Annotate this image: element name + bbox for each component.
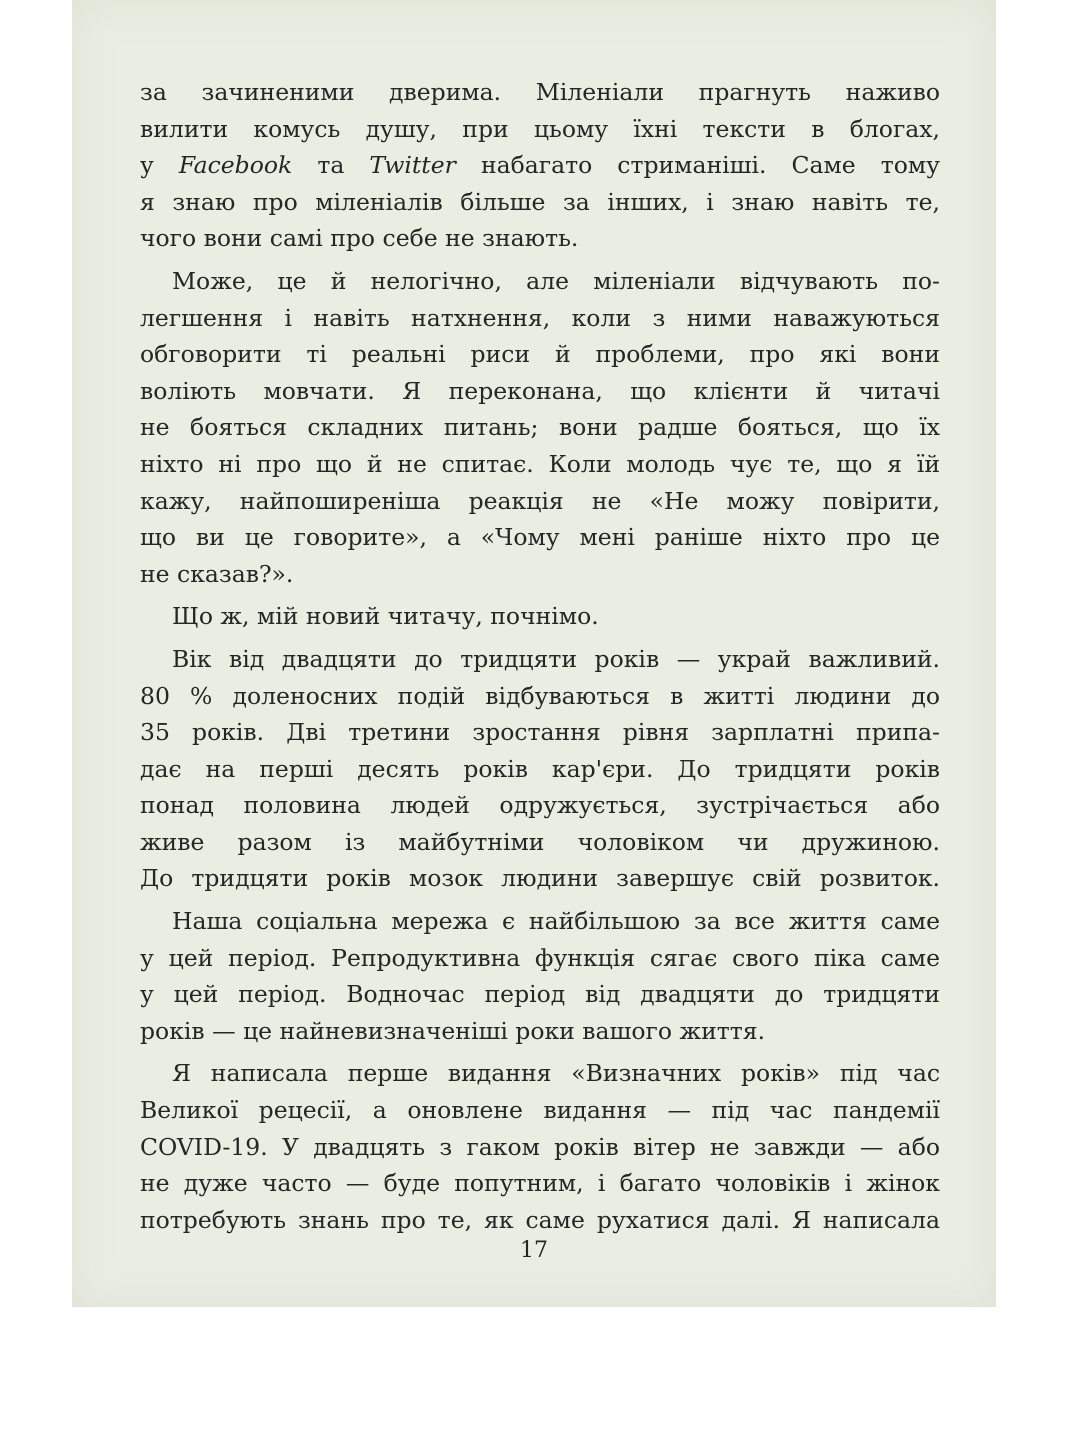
text-line: легшення і навіть натхнення, коли з ними наважуються [140,303,940,332]
body-text [140,74,940,1238]
text-line: Може, це й нелогічно, але міленіали відчувають по- [172,266,940,295]
text-line: у цей період. Водночас період від двадцяти до тридцяти [140,980,940,1009]
text-line: чого вони самі про себе не знають. [140,224,579,253]
text-line: Наша соціальна мережа є найбільшою за все життя саме [172,907,940,936]
text-line: дає на перші десять років кар'єри. До тридцяти років [140,754,940,783]
text-line: у цей період. Репродуктивна функція сягає свого піка саме [140,943,940,972]
text-line: живе разом із майбутніми чоловіком чи дружиною. [140,827,940,856]
text-line: що ви це говорите», а «Чому мені раніше ніхто про це [140,523,940,552]
text-line: Я написала перше видання «Визначних років» під час [172,1059,940,1088]
text-line: не бояться складних питань; вони радше бояться, що їх [140,413,940,442]
text-line: COVID-19. У двадцять з гаком років вітер не завжди — або [140,1132,940,1161]
text-line: 80 % доленосних подій відбуваються в житті людини до [140,681,940,710]
text-line: вилити комусь душу, при цьому їхні тексти в блогах, [140,114,940,143]
text-line: років — це найневизначеніші роки вашого життя. [140,1016,766,1045]
text-line: 35 років. Дві третини зростання рівня зарплатні припа- [140,718,940,747]
text-line: понад половина людей одружується, зустрічається або [140,791,940,820]
text-line: ніхто ні про що й не спитає. Коли молодь чує те, що я їй [140,449,940,478]
text-line [140,147,940,184]
text-line: потребують знань про те, як саме рухатися далі. Я написала [140,1205,940,1234]
text-line: не сказав?». [140,559,294,588]
text-line: обговорити ті реальні риси й проблеми, про які вони [140,340,940,369]
text-fragment: та [292,151,370,180]
text-line: я знаю про міленіалів більше за інших, і знаю навіть те, [140,187,940,216]
text-line: за зачиненими дверима. Міленіали прагнуть наживо [140,78,940,106]
text-line: Що ж, мій новий читачу, почнімо. [172,602,599,631]
text-line: До тридцяти років мозок людини завершує свій розвиток. [140,864,940,893]
text-line: не дуже часто — буде попутним, і багато чоловіків і жінок [140,1169,940,1198]
text-line: кажу, найпоширеніша реакція не «Не можу повірити, [140,486,940,515]
book-page [72,0,996,1307]
text-line: Великої рецесії, а оновлене видання — під час пандемії [140,1096,940,1125]
text-fragment: набагато стриманіші. Саме тому [455,151,941,180]
italic-term: Facebook [178,151,293,180]
italic-term: Twitter [369,151,456,180]
text-line: воліють мовчати. Я переконана, що клієнти й читачі [140,376,940,405]
page-number: 17 [520,1238,548,1263]
text-fragment: у [140,151,179,180]
text-line: Вік від двадцяти до тридцяти років — украй важливий. [172,644,940,673]
